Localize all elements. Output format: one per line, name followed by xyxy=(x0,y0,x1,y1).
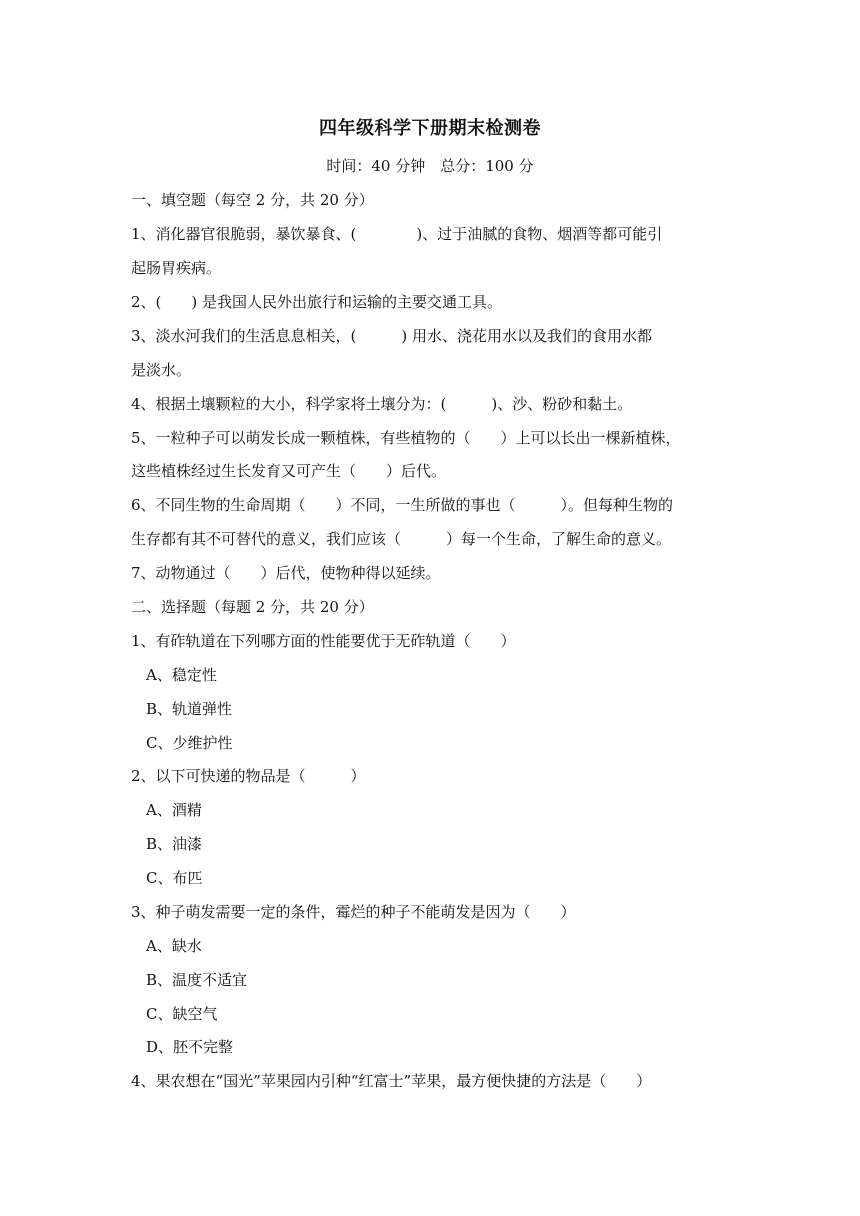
exam-time-score: 时间：40 分钟 总分：100 分 xyxy=(326,157,534,175)
fill-question-3-line-2: 是淡水。 xyxy=(131,361,192,379)
fill-question-5-line-2: 这些植株经过生长发育又可产生（ ）后代。 xyxy=(131,462,447,480)
choice-question-2-option-c: C、布匹 xyxy=(146,869,203,887)
choice-question-3-option-a: A、缺水 xyxy=(146,937,202,955)
section-heading-fill-blank: 一、填空题（每空 2 分，共 20 分） xyxy=(131,191,374,209)
fill-question-1-line-1: 1、消化器官很脆弱，暴饮暴食、( )、过于油腻的食物、烟酒等都可能引 xyxy=(131,225,663,243)
choice-question-3-option-b: B、温度不适宜 xyxy=(146,971,248,989)
fill-question-7: 7、动物通过（ ）后代，使物种得以延续。 xyxy=(131,564,441,582)
fill-question-5-line-1: 5、一粒种子可以萌发长成一颗植株，有些植物的（ ）上可以长出一棵新植株， xyxy=(131,429,681,447)
fill-question-3-line-1: 3、淡水河我们的生活息息相关，( ) 用水、浇花用水以及我们的食用水都 xyxy=(131,327,653,345)
choice-question-4: 4、果农想在“国光”苹果园内引种“红富士”苹果，最方便快捷的方法是（ ） xyxy=(131,1072,652,1090)
choice-question-1: 1、有砟轨道在下列哪方面的性能要优于无砟轨道（ ） xyxy=(131,632,516,650)
exam-title: 四年级科学下册期末检测卷 xyxy=(319,118,541,139)
choice-question-3-option-d: D、胚不完整 xyxy=(146,1038,234,1056)
fill-question-6-line-1: 6、不同生物的生命周期（ ）不同，一生所做的事也（ ）。但每种生物的 xyxy=(131,496,674,514)
choice-question-2: 2、以下可快递的物品是（ ） xyxy=(131,767,366,785)
fill-question-6-line-2: 生存都有其不可替代的意义，我们应该（ ）每一个生命，了解生命的意义。 xyxy=(131,530,672,548)
choice-question-3: 3、种子萌发需要一定的条件，霉烂的种子不能萌发是因为（ ） xyxy=(131,903,576,921)
choice-question-1-option-a: A、稳定性 xyxy=(146,666,217,684)
choice-question-2-option-a: A、酒精 xyxy=(146,801,202,819)
choice-question-1-option-b: B、轨道弹性 xyxy=(146,700,233,718)
fill-question-1-line-2: 起肠胃疾病。 xyxy=(131,259,222,277)
choice-question-2-option-b: B、油漆 xyxy=(146,835,203,853)
fill-question-4: 4、根据土壤颗粒的大小，科学家将土壤分为：( )、沙、粉砂和黏土。 xyxy=(131,395,633,413)
fill-question-2: 2、( ) 是我国人民外出旅行和运输的主要交通工具。 xyxy=(131,293,503,311)
choice-question-3-option-c: C、缺空气 xyxy=(146,1005,218,1023)
choice-question-1-option-c: C、少维护性 xyxy=(146,734,233,752)
section-heading-choice: 二、选择题（每题 2 分，共 20 分） xyxy=(131,598,374,616)
